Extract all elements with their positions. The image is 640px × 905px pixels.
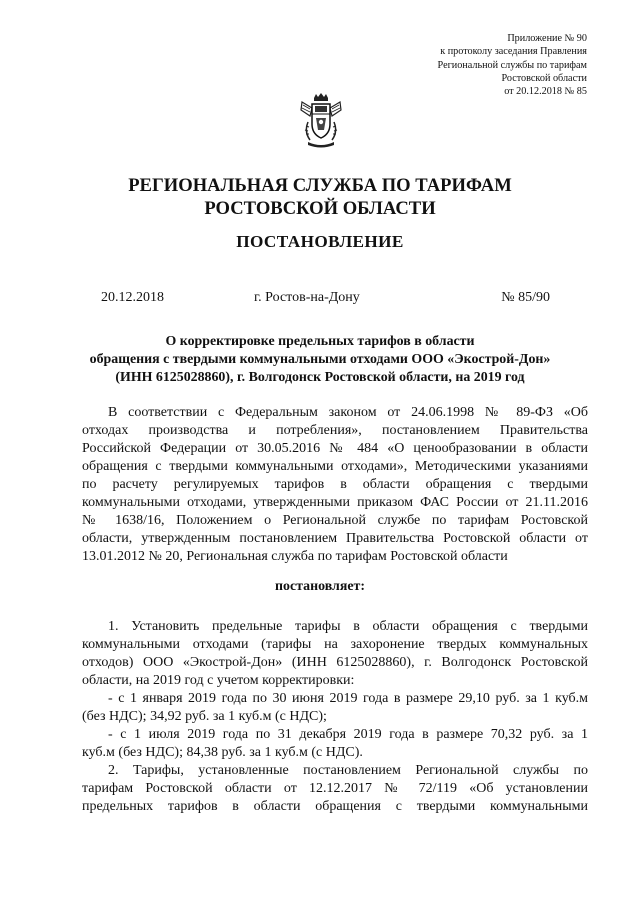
text-line: коммунальными отходами (тарифы на захоронение твердых коммунальных — [82, 637, 588, 653]
document-subject — [0, 333, 640, 387]
document-number: № 85/90 — [501, 290, 550, 305]
date-place-number-line — [0, 290, 640, 308]
appendix-note — [438, 32, 587, 98]
text-line: отходах производства и потребления», постановлением Правительства — [82, 423, 588, 439]
appendix-line: Региональной службы по тарифам — [437, 59, 587, 71]
operative-section — [82, 618, 588, 817]
text-line: области, утвержденным постановлением Правительства Ростовской области от — [82, 531, 588, 547]
subject-line: обращения с твердыми коммунальными отходами ООО «Экострой-Дон» — [89, 351, 551, 367]
decree-word: постановляет: — [275, 579, 365, 594]
text-line: (без НДС); 34,92 руб. за 1 куб.м (с НДС); — [82, 709, 327, 725]
text-line: 1. Установить предельные тарифы в области обращения с твердыми — [108, 619, 588, 634]
preamble-paragraph — [82, 404, 588, 566]
appendix-line: Ростовской области — [501, 72, 587, 84]
text-line: отходов) ООО «Экострой-Дон» (ИНН 6125028860), г. Волгодонск Ростовской — [82, 655, 588, 671]
text-line: по расчету регулируемых тарифов в области обращения с твердыми — [82, 477, 588, 493]
subject-line: О корректировке предельных тарифов в области — [165, 334, 475, 349]
text-line: куб.м (без НДС); 84,38 руб. за 1 куб.м (с НДС). — [82, 745, 363, 761]
text-line: обращения с твердыми коммунальными отходами», Методическими указаниями — [82, 459, 588, 475]
text-line: 2. Тарифы, установленные постановлением Региональной службы по — [108, 763, 588, 779]
coat-of-arms-icon — [298, 92, 344, 150]
text-line: области, на 2019 год с учетом корректировки: — [82, 673, 355, 689]
appendix-line: к протоколу заседания Правления — [440, 46, 587, 58]
agency-name-line1: РЕГИОНАЛЬНАЯ СЛУЖБА ПО ТАРИФАМ — [128, 175, 512, 196]
text-line: В соответствии с Федеральным законом от 24.06.1998 № 89-ФЗ «Об — [108, 405, 588, 420]
text-line: - с 1 июля 2019 года по 31 декабря 2019 года в размере 70,32 руб. за 1 — [108, 727, 588, 743]
appendix-line: от 20.12.2018 № 85 — [504, 86, 587, 98]
agency-name-line2: РОСТОВСКОЙ ОБЛАСТИ — [204, 198, 436, 219]
text-line: № 1638/16, Положением о Региональной службе по тарифам Ростовской — [82, 513, 588, 529]
text-line: предельных тарифов в области обращения с твердыми коммунальными — [82, 799, 588, 815]
text-line: - с 1 января 2019 года по 30 июня 2019 года в размере 29,10 руб. за 1 куб.м — [108, 691, 588, 707]
text-line: Российской Федерации от 30.05.2016 № 484 «О ценообразовании в области — [82, 441, 588, 457]
text-line: тарифам Ростовской области от 12.12.2017 № 72/119 «Об установлении — [82, 781, 588, 797]
subject-line: (ИНН 6125028860), г. Волгодонск Ростовской области, на 2019 год — [115, 369, 525, 385]
text-line: коммунальными отходами, утвержденными приказом ФАС России от 21.11.2016 — [82, 495, 588, 511]
appendix-line: Приложение № 90 — [507, 33, 587, 44]
text-line: 13.01.2012 № 20, Региональная служба по тарифам Ростовской области — [82, 549, 508, 565]
document-city: г. Ростов-на-Дону — [254, 290, 360, 305]
document-type-title: ПОСТАНОВЛЕНИЕ — [236, 232, 404, 251]
document-date: 20.12.2018 — [101, 290, 164, 305]
